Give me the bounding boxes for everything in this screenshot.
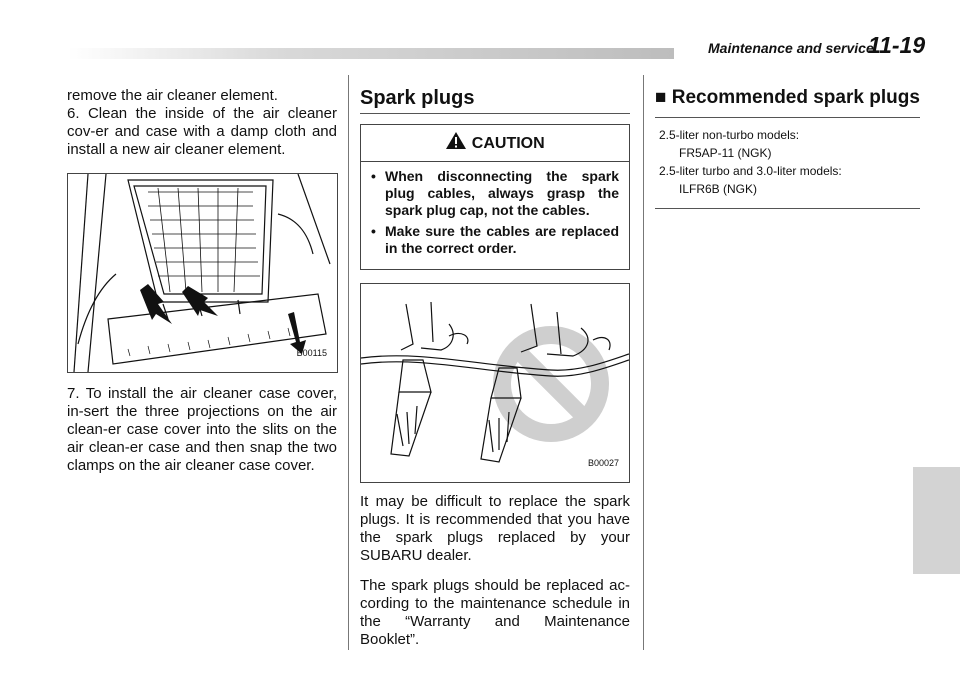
spec-value: FR5AP-11 (NGK) [679, 146, 772, 160]
chapter-side-tab [913, 467, 960, 574]
paragraph: remove the air cleaner element. [67, 87, 278, 104]
section-title: Spark plugs [360, 89, 630, 114]
caution-header [361, 131, 629, 162]
spec-table [655, 118, 920, 209]
square-bullet-icon: ■ [655, 87, 667, 108]
header-bar [68, 48, 674, 59]
column-3 [655, 87, 920, 209]
air-cleaner-illustration [68, 174, 337, 372]
figure-label: B00027 [587, 458, 619, 468]
paragraph-step-7: 7. To install the air cleaner case cover, in-sert the three projections on the air clean-er case cover into the slits on the air clean-er case and then snap the two clamps on the air cleaner case cover. [67, 385, 337, 474]
caution-bullet [371, 168, 619, 219]
column-divider [643, 75, 644, 650]
caution-text: When disconnecting the spark plug cables, always grasp the spark plug cap, not the cables. [385, 168, 619, 218]
spark-plug-illustration [361, 284, 629, 482]
header-title: Maintenance and service [708, 40, 874, 56]
spark-plug-figure [360, 283, 630, 483]
caution-title: CAUTION [471, 135, 545, 152]
warning-icon [445, 131, 467, 150]
column-divider [348, 75, 349, 650]
paragraph: The spark plugs should be replaced ac-cording to the maintenance schedule in the “Warranty and Maintenance Booklet”. [360, 577, 630, 648]
spec-label: 2.5-liter turbo and 3.0-liter models: [659, 164, 842, 178]
column-1 [67, 87, 337, 475]
air-cleaner-figure [67, 173, 338, 373]
page-number: 11-19 [868, 32, 926, 58]
caution-bullet [371, 223, 619, 257]
column-2 [360, 87, 630, 649]
bullet-dot-icon: • [371, 223, 376, 239]
spec-value: ILFR6B (NGK) [679, 182, 758, 196]
caution-text: Make sure the cables are replaced in the correct order. [385, 223, 619, 256]
section-title-text: Recommended spark plugs [671, 87, 920, 108]
figure-label: B00115 [296, 348, 327, 358]
paragraph: It may be difficult to replace the spark plugs. It is recommended that you have the spark plugs replaced by your SUBARU dealer. [360, 493, 630, 564]
spec-label: 2.5-liter non-turbo models: [659, 128, 800, 142]
section-title [655, 89, 920, 118]
paragraph-step-6: 6. Clean the inside of the air cleaner cov-er and case with a damp cloth and install a new air cleaner element. [67, 105, 337, 158]
bullet-dot-icon: • [371, 168, 376, 184]
caution-box [360, 124, 630, 270]
